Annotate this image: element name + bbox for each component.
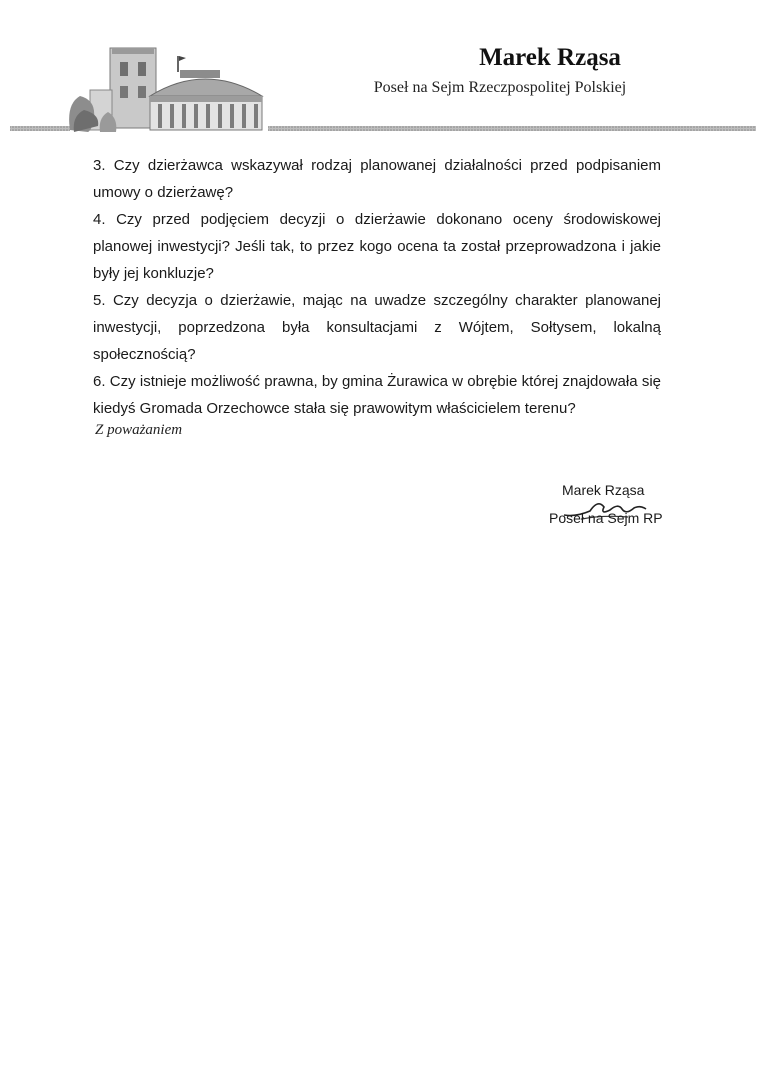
- closing-phrase: Z poważaniem: [95, 422, 183, 438]
- sejm-building-icon: [0, 0, 765, 150]
- signature-name: Marek Rząsa: [562, 482, 645, 498]
- question-6: 6. Czy istnieje możliwość prawna, by gmina Żurawica w obrębie której znajdowała się kiedyś Gromada Orzechowce stała się prawowitym właścicielem terenu?: [93, 373, 661, 417]
- question-5: 5. Czy decyzja o dzierżawie, mając na uwadze szczególny charakter planowanej inwestycji, poprzedzona była konsultacjami z Wójtem, Sołtysem, lokalną społecznością?: [93, 292, 661, 363]
- question-4: 4. Czy przed podjęciem decyzji o dzierżawie dokonano oceny środowiskowej planowej inwestycji? Jeśli tak, to przez kogo ocena ta został przeprowadzona i jakie były jej konkluzje?: [93, 211, 661, 282]
- letterhead-title: Poseł na Sejm Rzeczpospolitej Polskiej: [373, 79, 627, 96]
- letter-body: [93, 152, 661, 422]
- letterhead-name: Marek Rząsa: [479, 44, 621, 71]
- letterhead: [0, 0, 765, 150]
- signature-role: Poseł na Sejm RP: [549, 510, 663, 526]
- question-3: 3. Czy dzierżawca wskazywał rodzaj planowanej działalności przed podpisaniem umowy o dzierżawę?: [93, 157, 661, 201]
